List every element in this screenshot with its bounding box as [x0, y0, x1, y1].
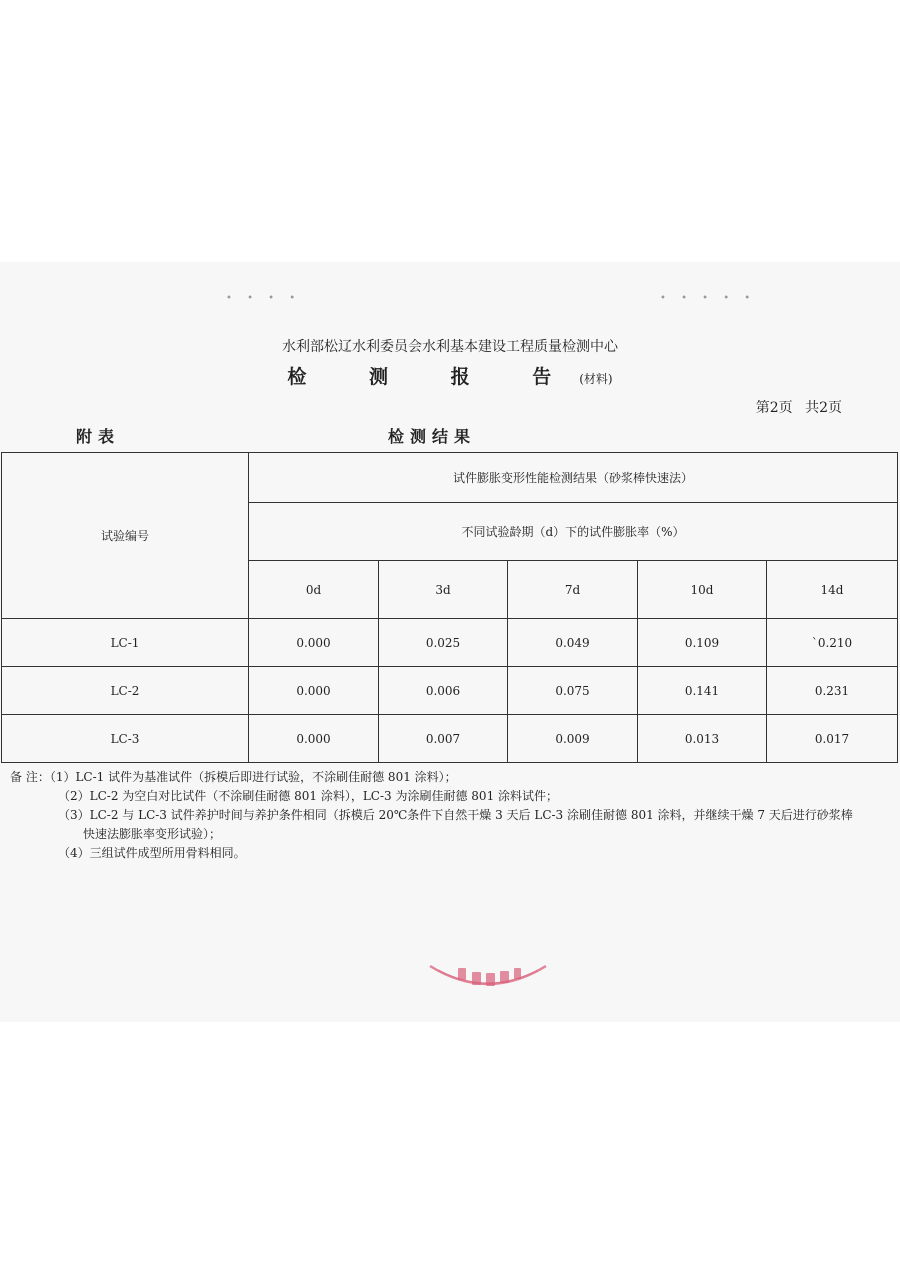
table-cell: 0.231 — [767, 667, 898, 715]
remark-item-continued: 快速法膨胀率变形试验）； — [83, 827, 222, 841]
table-row — [2, 667, 898, 715]
remarks-label: 备 注： — [10, 770, 50, 784]
page-number: 第2页 共2页 — [755, 400, 842, 416]
table-cell: 0.000 — [249, 619, 379, 667]
table-cell: 0.049 — [508, 619, 638, 667]
table-cell: 0.109 — [638, 619, 767, 667]
table-cell: `0.210 — [767, 619, 898, 667]
table-cell: 0.000 — [249, 715, 379, 763]
report-title: 检 测 报 告 — [287, 366, 580, 388]
table-cell: 0.013 — [638, 715, 767, 763]
specimen-id: LC-2 — [2, 667, 249, 715]
seal-graphic — [428, 960, 548, 1000]
specimen-id: LC-1 — [2, 619, 249, 667]
remark-item: （4）三组试件成型所用骨料相同。 — [58, 846, 246, 860]
age-column-header: 10d — [638, 561, 767, 619]
age-column-header: 3d — [379, 561, 508, 619]
punch-dots-left: • • • • — [226, 293, 302, 304]
report-title-suffix: (材料) — [579, 372, 613, 386]
age-column-header: 7d — [508, 561, 638, 619]
group-title: 试件膨胀变形性能检测结果（砂浆棒快速法） — [249, 453, 898, 503]
report-title-block — [0, 362, 900, 389]
row-header-label: 试验编号 — [2, 453, 249, 619]
remark-item: 备 注：（1）LC-1 试件为基准试件（拆模后即进行试验，不涂刷佳耐德 801 涂料）； — [10, 770, 457, 784]
remark-item: （3）LC-2 与 LC-3 试件养护时间与养护条件相同（拆模后 20℃条件下自然干燥 3 天后 LC-3 涂刷佳耐德 801 涂料，并继续干燥 7 天后进行砂浆棒 — [58, 808, 853, 822]
results-table — [1, 452, 898, 763]
subgroup-title: 不同试验龄期（d）下的试件膨胀率（%） — [249, 503, 898, 561]
header-row-group — [2, 453, 898, 503]
appendix-label: 附表 — [76, 427, 121, 446]
table-cell: 0.007 — [379, 715, 508, 763]
table-cell: 0.025 — [379, 619, 508, 667]
punch-dots-right: • • • • • — [660, 293, 757, 304]
table-cell: 0.017 — [767, 715, 898, 763]
table-row — [2, 715, 898, 763]
table-cell: 0.075 — [508, 667, 638, 715]
table-cell: 0.006 — [379, 667, 508, 715]
table-row — [2, 619, 898, 667]
age-column-header: 14d — [767, 561, 898, 619]
section-title: 检测结果 — [388, 427, 477, 446]
organization-name: 水利部松辽水利委员会水利基本建设工程质量检测中心 — [282, 339, 618, 355]
remark-item: （2）LC-2 为空白对比试件（不涂刷佳耐德 801 涂料），LC-3 为涂刷佳耐德 801 涂料试件； — [58, 789, 559, 803]
remarks — [10, 768, 890, 863]
table-cell: 0.141 — [638, 667, 767, 715]
official-seal — [428, 960, 548, 1000]
specimen-id: LC-3 — [2, 715, 249, 763]
table-cell: 0.009 — [508, 715, 638, 763]
table-cell: 0.000 — [249, 667, 379, 715]
age-column-header: 0d — [249, 561, 379, 619]
